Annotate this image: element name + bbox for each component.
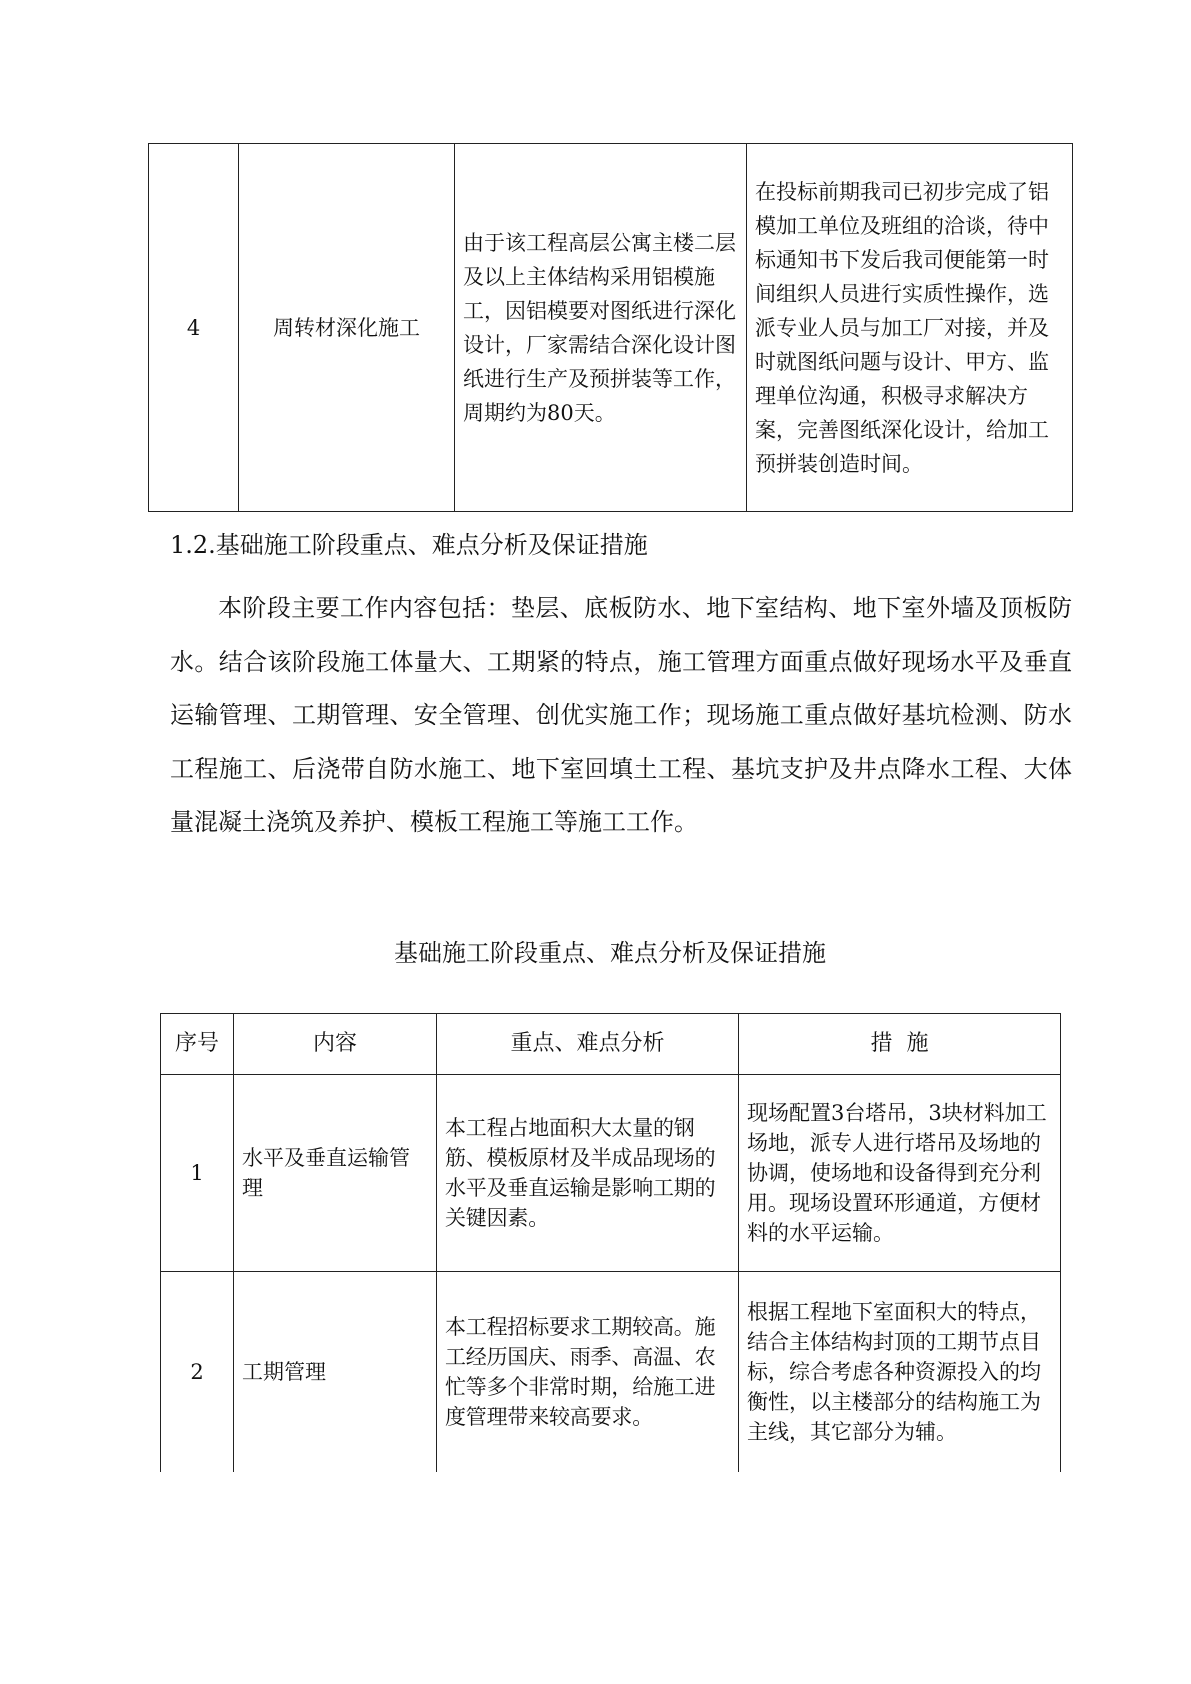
row-content: 工期管理: [234, 1272, 437, 1472]
header-no: 序号: [161, 1014, 234, 1075]
table-caption: 基础施工阶段重点、难点分析及保证措施: [394, 939, 826, 967]
row-number: 1: [161, 1075, 234, 1272]
header-content: 内容: [234, 1014, 437, 1075]
foundation-measures-table: [160, 1013, 1061, 1472]
header-measure: 措 施: [739, 1014, 1061, 1075]
row-analysis: 由于该工程高层公寓主楼二层及以上主体结构采用铝模施工，因铝模要对图纸进行深化设计，厂家需结合深化设计图纸进行生产及预拼装等工作，周期约为80天。: [455, 144, 747, 512]
measures-table-continued: [148, 143, 1073, 512]
row-number: 2: [161, 1272, 234, 1472]
section-paragraph: 本阶段主要工作内容包括：垫层、底板防水、地下室结构、地下室外墙及顶板防水。结合该阶段施工体量大、工期紧的特点，施工管理方面重点做好现场水平及垂直运输管理、工期管理、安全管理、创优实施工作；现场施工重点做好基坑检测、防水工程施工、后浇带自防水施工、地下室回填土工程、基坑支护及井点降水工程、大体量混凝土浇筑及养护、模板工程施工等施工工作。: [170, 594, 1072, 836]
row-content: 水平及垂直运输管理: [234, 1075, 437, 1272]
table-row: [149, 144, 1073, 512]
row-analysis: 本工程招标要求工期较高。施工经历国庆、雨季、高温、农忙等多个非常时期，给施工进度管理带来较高要求。: [437, 1272, 739, 1472]
table-header-row: [161, 1014, 1061, 1075]
row-content: 周转材深化施工: [239, 144, 455, 512]
row-measure: 根据工程地下室面积大的特点，结合主体结构封顶的工期节点目标，综合考虑各种资源投入的均衡性，以主楼部分的结构施工为主线，其它部分为辅。: [739, 1272, 1061, 1472]
table-row: [161, 1272, 1061, 1472]
header-analysis: 重点、难点分析: [437, 1014, 739, 1075]
row-measure: 现场配置3台塔吊，3块材料加工场地，派专人进行塔吊及场地的协调，使场地和设备得到充分利用。现场设置环形通道，方便材料的水平运输。: [739, 1075, 1061, 1272]
row-analysis: 本工程占地面积大太量的钢筋、模板原材及半成品现场的水平及垂直运输是影响工期的关键因素。: [437, 1075, 739, 1272]
table-row: [161, 1075, 1061, 1272]
section-heading: 1.2.基础施工阶段重点、难点分析及保证措施: [170, 531, 648, 559]
row-number: 4: [149, 144, 239, 512]
row-measure: 在投标前期我司已初步完成了铝模加工单位及班组的洽谈，待中标通知书下发后我司便能第一时间组织人员进行实质性操作，选派专业人员与加工厂对接，并及时就图纸问题与设计、甲方、监理单位沟通，积极寻求解决方案，完善图纸深化设计，给加工预拼装创造时间。: [747, 144, 1073, 512]
